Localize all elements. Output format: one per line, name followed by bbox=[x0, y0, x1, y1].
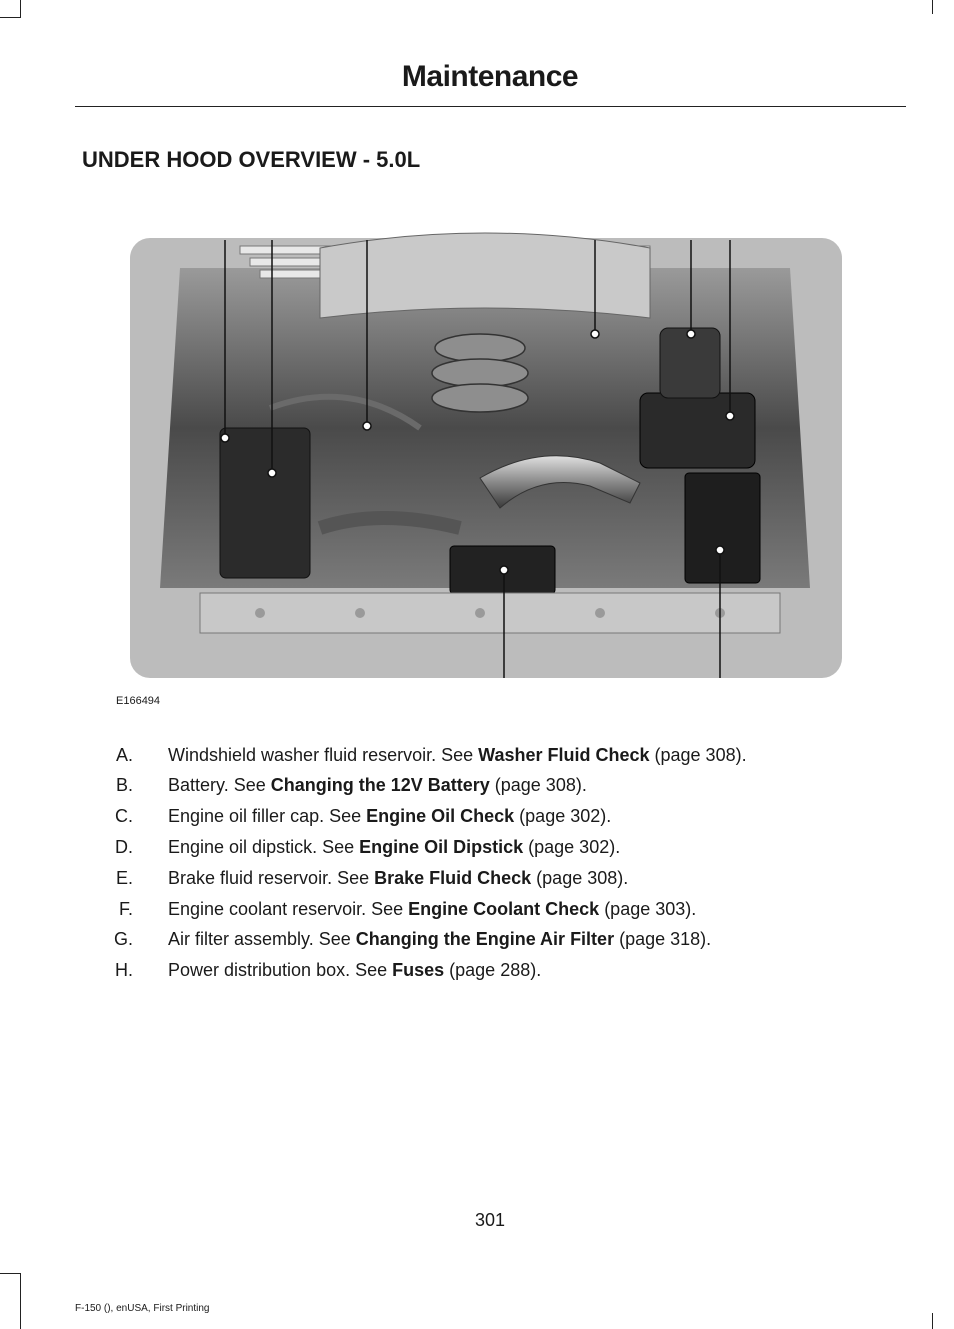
legend-letter: E. bbox=[115, 868, 133, 888]
legend-desc: Air filter assembly. See bbox=[168, 929, 356, 949]
legend-page: (page 303). bbox=[599, 899, 697, 919]
legend-item bbox=[0, 868, 954, 898]
legend-page: (page 288). bbox=[444, 960, 542, 980]
legend-page: (page 318). bbox=[614, 929, 712, 949]
legend-text bbox=[168, 899, 696, 920]
legend-item bbox=[0, 899, 954, 929]
legend-text bbox=[168, 960, 541, 981]
legend-page: (page 308). bbox=[489, 775, 587, 795]
legend-desc: Engine coolant reservoir. See bbox=[168, 899, 409, 919]
section-title: UNDER HOOD OVERVIEW - 5.0L bbox=[82, 147, 421, 172]
legend-text bbox=[168, 806, 611, 827]
legend-ref[interactable]: Fuses bbox=[392, 960, 445, 980]
legend-text bbox=[168, 929, 711, 950]
legend-text bbox=[168, 745, 747, 766]
legend-page: (page 308). bbox=[531, 868, 629, 888]
page-header-title: Maintenance bbox=[401, 60, 579, 93]
legend-desc: Battery. See bbox=[168, 775, 271, 795]
crop-mark bbox=[0, 1273, 20, 1274]
crop-mark bbox=[932, 1313, 933, 1329]
legend-letter: C. bbox=[115, 806, 133, 826]
under-hood-figure bbox=[120, 228, 850, 686]
crop-mark bbox=[20, 1273, 21, 1329]
legend-item bbox=[0, 775, 954, 805]
legend-letter: G. bbox=[113, 929, 133, 949]
legend-letter: A. bbox=[115, 745, 133, 765]
footer-text: F-150 (), enUSA, First Printing bbox=[75, 1303, 210, 1314]
legend-text bbox=[168, 868, 628, 889]
legend-item bbox=[0, 837, 954, 867]
legend-ref[interactable]: Washer Fluid Check bbox=[478, 745, 650, 765]
legend-desc: Brake fluid reservoir. See bbox=[168, 868, 375, 888]
header-rule bbox=[75, 106, 906, 107]
legend-ref[interactable]: Engine Oil Dipstick bbox=[359, 837, 524, 857]
legend-text bbox=[168, 775, 587, 796]
figure-id: E166494 bbox=[116, 695, 161, 707]
legend-page: (page 308). bbox=[649, 745, 747, 765]
legend-letter: F. bbox=[118, 899, 133, 919]
legend-desc: Windshield washer fluid reservoir. See bbox=[168, 745, 479, 765]
legend-ref[interactable]: Changing the 12V Battery bbox=[270, 775, 490, 795]
legend-item bbox=[0, 929, 954, 959]
legend-letter: B. bbox=[115, 775, 133, 795]
legend-item bbox=[0, 806, 954, 836]
legend-item bbox=[0, 745, 954, 775]
legend-desc: Power distribution box. See bbox=[168, 960, 393, 980]
legend-page: (page 302). bbox=[514, 806, 612, 826]
legend-ref[interactable]: Engine Coolant Check bbox=[408, 899, 600, 919]
legend-letter: D. bbox=[115, 837, 133, 857]
legend-item bbox=[0, 960, 954, 990]
legend-desc: Engine oil dipstick. See bbox=[168, 837, 360, 857]
legend-ref[interactable]: Brake Fluid Check bbox=[374, 868, 532, 888]
crop-mark bbox=[0, 17, 20, 18]
page-number: 301 bbox=[474, 1210, 506, 1230]
legend-ref[interactable]: Engine Oil Check bbox=[366, 806, 515, 826]
legend-page: (page 302). bbox=[523, 837, 621, 857]
engine-bay-illustration bbox=[120, 228, 850, 686]
legend-letter: H. bbox=[115, 960, 133, 980]
legend-ref[interactable]: Changing the Engine Air Filter bbox=[355, 929, 615, 949]
legend-text bbox=[168, 837, 620, 858]
crop-mark bbox=[932, 0, 933, 14]
crop-mark bbox=[20, 0, 21, 18]
legend-desc: Engine oil filler cap. See bbox=[168, 806, 367, 826]
